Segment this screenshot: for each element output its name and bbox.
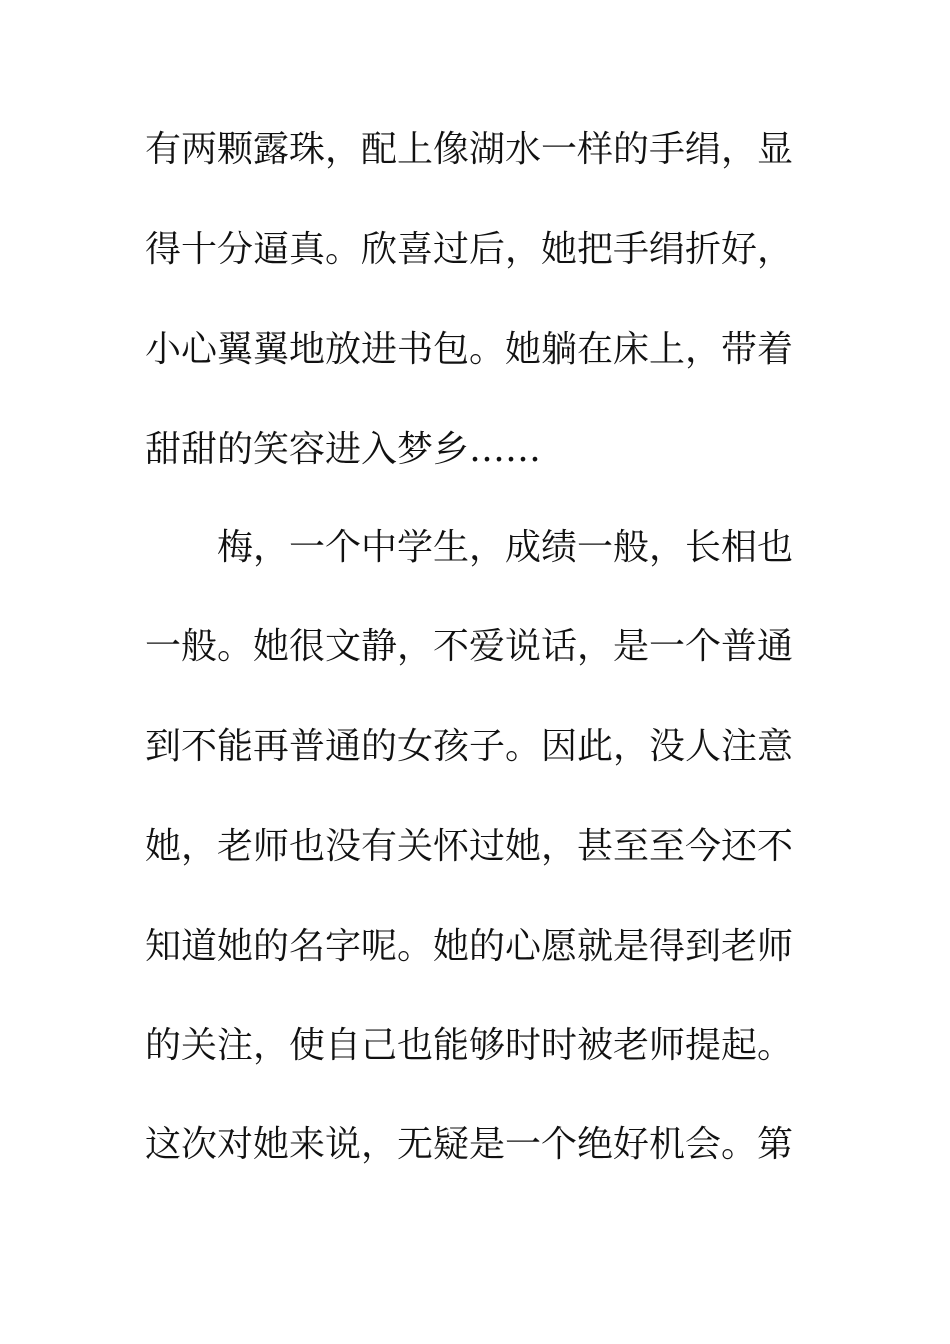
text-line-10: 的关注，使自己也能够时时被老师提起。 bbox=[145, 1025, 794, 1066]
text-line-3: 小心翼翼地放进书包。她躺在床上，带着 bbox=[145, 329, 794, 370]
text-line-7: 到不能再普通的女孩子。因此，没人注意 bbox=[145, 726, 794, 767]
text-line-5-paragraph-start: 梅，一个中学生，成绩一般，长相也 bbox=[217, 527, 794, 568]
text-line-2: 得十分逼真。欣喜过后，她把手绢折好， bbox=[145, 229, 794, 270]
text-line-8: 她，老师也没有关怀过她，甚至至今还不 bbox=[145, 826, 794, 867]
text-line-1: 有两颗露珠，配上像湖水一样的手绢，显 bbox=[145, 129, 794, 170]
text-line-4: 甜甜的笑容进入梦乡…… bbox=[145, 429, 542, 470]
text-line-11: 这次对她来说，无疑是一个绝好机会。第 bbox=[145, 1124, 794, 1165]
text-line-6: 一般。她很文静，不爱说话，是一个普通 bbox=[145, 626, 794, 667]
text-line-9: 知道她的名字呢。她的心愿就是得到老师 bbox=[145, 926, 794, 967]
